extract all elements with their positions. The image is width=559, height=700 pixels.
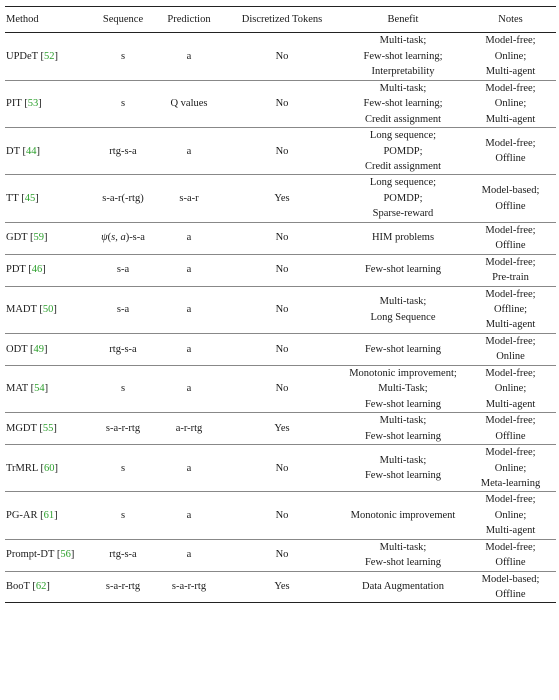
- cell-notes: [465, 445, 556, 492]
- notes-line: Online;: [494, 50, 527, 62]
- benefit-line: POMDP;: [383, 192, 423, 204]
- header-discretized-tokens: Discretized Tokens: [223, 7, 341, 33]
- benefit-line: Few-shot learning: [364, 398, 442, 410]
- citation-link[interactable]: 50: [42, 304, 54, 316]
- notes-line: Model-based;: [481, 573, 540, 585]
- citation-link[interactable]: 62: [35, 581, 47, 593]
- cell-discretized-tokens: No: [223, 365, 341, 412]
- notes-line: Offline: [495, 153, 526, 165]
- cell-discretized-tokens: No: [223, 33, 341, 81]
- notes-line: Model-free;: [485, 83, 536, 94]
- table-row: [5, 492, 556, 539]
- citation-link[interactable]: 56: [60, 549, 71, 561]
- method-name: TrMRL: [6, 462, 38, 474]
- cell-discretized-tokens: No: [223, 222, 341, 254]
- table-body: [5, 33, 556, 603]
- method-name: Prompt-DT: [6, 549, 55, 561]
- cell-sequence: s-a-r(-rtg): [91, 175, 155, 222]
- method-name: UPDeT: [6, 50, 38, 62]
- benefit-line: Long sequence;: [369, 130, 437, 142]
- notes-line: Pre-train: [492, 272, 529, 284]
- cell-notes: [465, 81, 556, 128]
- citation-link[interactable]: 52: [44, 50, 55, 62]
- notes-line: Offline: [495, 557, 526, 569]
- cell-prediction: s-a-r: [155, 175, 223, 222]
- benefit-line: Few-shot learning: [364, 557, 442, 569]
- table-row: [5, 413, 556, 445]
- benefit-line: HIM problems: [371, 232, 435, 244]
- benefit-line: POMDP;: [383, 145, 423, 157]
- header-method: Method: [5, 7, 91, 33]
- notes-line: Online;: [494, 509, 527, 521]
- cell-discretized-tokens: Yes: [223, 175, 341, 222]
- cell-prediction: a: [155, 128, 223, 175]
- cell-sequence: s: [91, 365, 155, 412]
- header-prediction: Prediction: [155, 7, 223, 33]
- cell-discretized-tokens: No: [223, 81, 341, 128]
- notes-line: Model-free;: [485, 367, 536, 379]
- cell-sequence: ψ(s, a)-s-a: [91, 222, 155, 254]
- cell-sequence: rtg-s-a: [91, 333, 155, 365]
- benefit-line: Multi-task;: [379, 415, 427, 427]
- table-row: [5, 254, 556, 286]
- benefit-line: Few-shot learning: [364, 470, 442, 482]
- notes-line: Offline: [495, 430, 526, 442]
- benefit-line: Multi-task;: [379, 83, 427, 94]
- cell-prediction: a: [155, 539, 223, 571]
- cell-prediction: a: [155, 365, 223, 412]
- cell-discretized-tokens: No: [223, 539, 341, 571]
- cell-discretized-tokens: No: [223, 333, 341, 365]
- cell-benefit: [341, 571, 465, 603]
- cell-method: GDT [59]: [5, 222, 91, 254]
- header-sequence: Sequence: [91, 7, 155, 33]
- cell-discretized-tokens: Yes: [223, 413, 341, 445]
- methods-table: [5, 6, 556, 603]
- cell-prediction: s-a-r-rtg: [155, 571, 223, 603]
- benefit-line: Credit assignment: [364, 161, 442, 173]
- benefit-line: Multi-task;: [379, 454, 427, 466]
- method-name: PG-AR: [6, 509, 38, 521]
- cell-sequence: s-a: [91, 286, 155, 333]
- notes-line: Model-free;: [485, 447, 536, 459]
- benefit-line: Interpretability: [371, 66, 435, 78]
- cell-benefit: [341, 539, 465, 571]
- notes-line: Model-free;: [485, 541, 536, 553]
- benefit-line: Multi-task;: [379, 35, 427, 47]
- method-name: PDT: [6, 264, 26, 276]
- cell-sequence: s-a-r-rtg: [91, 413, 155, 445]
- method-name: BooT: [6, 581, 30, 593]
- cell-prediction: a: [155, 254, 223, 286]
- cell-benefit: [341, 413, 465, 445]
- cell-prediction: a: [155, 222, 223, 254]
- notes-line: Model-free;: [485, 288, 536, 300]
- cell-method: TT [45]: [5, 175, 91, 222]
- cell-notes: [465, 571, 556, 603]
- cell-notes: [465, 254, 556, 286]
- cell-prediction: a: [155, 33, 223, 81]
- method-name: MAT: [6, 383, 28, 395]
- method-name: TT: [6, 192, 19, 204]
- cell-discretized-tokens: No: [223, 128, 341, 175]
- cell-method: MAT [54]: [5, 365, 91, 412]
- cell-prediction: Q values: [155, 81, 223, 128]
- cell-benefit: [341, 81, 465, 128]
- cell-notes: [465, 365, 556, 412]
- method-name: MADT: [6, 304, 37, 316]
- notes-line: Multi-agent: [485, 525, 536, 537]
- notes-line: Model-based;: [481, 185, 540, 197]
- benefit-line: Multi-task;: [379, 541, 427, 553]
- cell-sequence: rtg-s-a: [91, 128, 155, 175]
- table-row: [5, 175, 556, 222]
- table-row: [5, 333, 556, 365]
- citation-link[interactable]: 59: [33, 232, 45, 244]
- citation-link[interactable]: 55: [42, 422, 54, 434]
- notes-line: Meta-learning: [480, 477, 541, 489]
- cell-method: TrMRL [60]: [5, 445, 91, 492]
- cell-prediction: a-r-rtg: [155, 413, 223, 445]
- notes-line: Model-free;: [485, 35, 536, 47]
- method-name: GDT: [6, 232, 28, 244]
- table-row: [5, 445, 556, 492]
- notes-line: Model-free;: [485, 224, 536, 236]
- notes-line: Online;: [494, 462, 527, 474]
- cell-benefit: [341, 333, 465, 365]
- cell-prediction: a: [155, 492, 223, 539]
- cell-benefit: [341, 128, 465, 175]
- notes-line: Offline: [495, 588, 526, 600]
- header-row: [5, 7, 556, 33]
- cell-notes: [465, 413, 556, 445]
- notes-line: Model-free;: [485, 335, 536, 347]
- cell-benefit: [341, 492, 465, 539]
- citation-link[interactable]: 60: [44, 462, 55, 474]
- method-name: MGDT: [6, 422, 37, 434]
- cell-benefit: [341, 175, 465, 222]
- cell-prediction: a: [155, 445, 223, 492]
- table-row: [5, 286, 556, 333]
- cell-sequence: s: [91, 445, 155, 492]
- table-row: [5, 365, 556, 412]
- cell-notes: [465, 492, 556, 539]
- cell-method: MADT [50]: [5, 286, 91, 333]
- citation-link[interactable]: 45: [24, 192, 36, 204]
- cell-method: PDT [46]: [5, 254, 91, 286]
- header-notes: Notes: [465, 7, 556, 33]
- benefit-line: Monotonic improvement;: [349, 367, 457, 379]
- benefit-line: Multi-Task;: [378, 383, 428, 395]
- header-benefit: Benefit: [341, 7, 465, 33]
- cell-prediction: a: [155, 286, 223, 333]
- notes-line: Model-free;: [485, 256, 536, 268]
- table-row: [5, 128, 556, 175]
- notes-line: Offline;: [493, 304, 528, 316]
- benefit-line: Few-shot learning: [364, 430, 442, 442]
- method-name: ODT: [6, 343, 28, 355]
- notes-line: Multi-agent: [485, 319, 536, 331]
- notes-line: Model-free;: [485, 137, 536, 149]
- cell-method: DT [44]: [5, 128, 91, 175]
- cell-discretized-tokens: No: [223, 492, 341, 539]
- cell-prediction: a: [155, 333, 223, 365]
- benefit-line: Data Augmentation: [362, 581, 444, 593]
- cell-sequence: s: [91, 81, 155, 128]
- citation-link[interactable]: 54: [34, 383, 45, 395]
- notes-line: Offline: [495, 240, 526, 252]
- cell-benefit: [341, 365, 465, 412]
- cell-notes: [465, 286, 556, 333]
- table-row: [5, 81, 556, 128]
- notes-line: Online;: [494, 98, 527, 110]
- notes-line: Online: [496, 351, 525, 363]
- cell-sequence: s-a-r-rtg: [91, 571, 155, 603]
- cell-sequence: s: [91, 33, 155, 81]
- method-name: DT: [6, 145, 20, 157]
- citation-link[interactable]: 46: [31, 264, 43, 276]
- cell-method: ODT [49]: [5, 333, 91, 365]
- cell-notes: [465, 33, 556, 81]
- cell-method: BooT [62]: [5, 571, 91, 603]
- benefit-line: Few-shot learning: [364, 264, 442, 276]
- notes-line: Multi-agent: [485, 113, 536, 125]
- cell-discretized-tokens: No: [223, 254, 341, 286]
- cell-notes: [465, 128, 556, 175]
- cell-method: Prompt-DT [56]: [5, 539, 91, 571]
- benefit-line: Long Sequence: [370, 311, 436, 323]
- notes-line: Multi-agent: [485, 398, 536, 410]
- citation-link[interactable]: 53: [27, 98, 39, 110]
- cell-discretized-tokens: No: [223, 286, 341, 333]
- method-name: PIT: [6, 98, 22, 110]
- benefit-line: Credit assignment: [364, 113, 442, 125]
- cell-method: PIT [53]: [5, 81, 91, 128]
- notes-line: Model-free;: [485, 494, 536, 506]
- cell-benefit: [341, 222, 465, 254]
- table-row: [5, 539, 556, 571]
- cell-discretized-tokens: Yes: [223, 571, 341, 603]
- cell-discretized-tokens: No: [223, 445, 341, 492]
- benefit-line: Sparse-reward: [372, 208, 434, 220]
- cell-notes: [465, 539, 556, 571]
- notes-line: Online;: [494, 383, 527, 395]
- benefit-line: Few-shot learning;: [363, 98, 443, 110]
- benefit-line: Long sequence;: [369, 177, 437, 189]
- notes-line: Multi-agent: [485, 66, 536, 78]
- cell-sequence: rtg-s-a: [91, 539, 155, 571]
- table-row: [5, 222, 556, 254]
- cell-method: PG-AR [61]: [5, 492, 91, 539]
- cell-benefit: [341, 33, 465, 81]
- benefit-line: Few-shot learning: [364, 343, 442, 355]
- benefit-line: Monotonic improvement: [350, 509, 456, 521]
- citation-link[interactable]: 49: [33, 343, 45, 355]
- cell-method: MGDT [55]: [5, 413, 91, 445]
- cell-method: UPDeT [52]: [5, 33, 91, 81]
- cell-benefit: [341, 254, 465, 286]
- citation-link[interactable]: 61: [43, 509, 55, 521]
- cell-notes: [465, 175, 556, 222]
- benefit-line: Few-shot learning;: [363, 50, 443, 62]
- cell-sequence: s-a: [91, 254, 155, 286]
- notes-line: Model-free;: [485, 415, 536, 427]
- cell-benefit: [341, 286, 465, 333]
- citation-link[interactable]: 44: [25, 145, 37, 157]
- table-row: [5, 33, 556, 81]
- cell-sequence: s: [91, 492, 155, 539]
- cell-notes: [465, 333, 556, 365]
- notes-line: Offline: [495, 200, 526, 212]
- benefit-line: Multi-task;: [379, 296, 427, 308]
- table-row: [5, 571, 556, 603]
- cell-notes: [465, 222, 556, 254]
- cell-benefit: [341, 445, 465, 492]
